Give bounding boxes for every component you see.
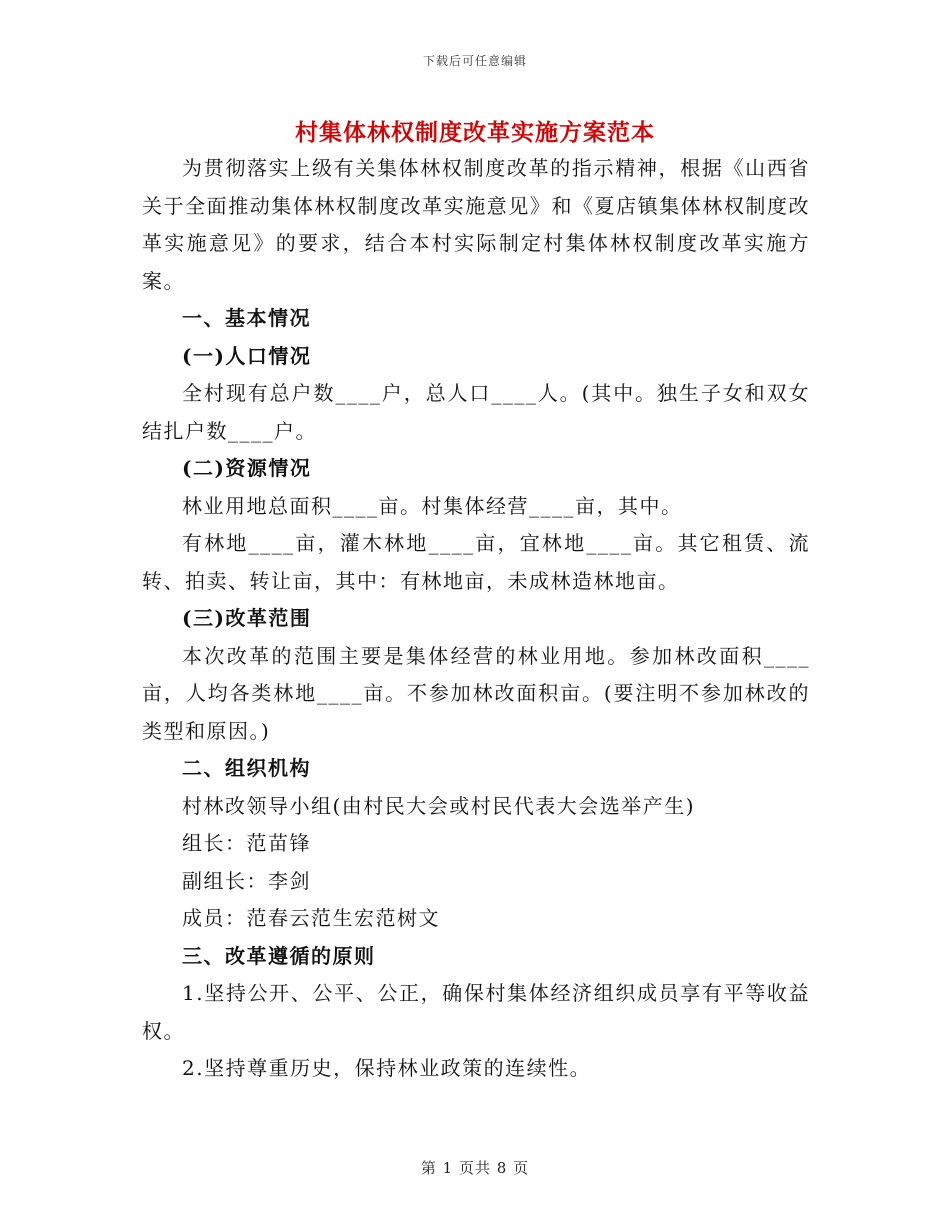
subheading-resources: (二)资源情况	[182, 456, 312, 480]
paragraph-members: 成员：范春云范生宏范树文	[182, 906, 440, 930]
paragraph-reform-scope: 本次改革的范围主要是集体经营的林业用地。参加林改面积____亩，人均各类林地____亩。不参加林改面积亩。(要注明不参加林改的类型和原因。)	[142, 643, 810, 743]
section-heading-organization: 二、组织机构	[182, 756, 311, 780]
subheading-reform-scope: (三)改革范围	[182, 606, 312, 630]
document-title: 村集体林权制度改革实施方案范本	[295, 119, 655, 146]
paragraph-group-leader: 组长：范苗锋	[182, 831, 311, 855]
section-heading-basic-situation: 一、基本情况	[182, 306, 311, 330]
paragraph-leadership-group: 村林改领导小组(由村民大会或村民代表大会选举产生)	[182, 793, 696, 818]
header-note: 下载后可任意编辑	[422, 54, 527, 68]
intro-paragraph: 为贯彻落实上级有关集体林权制度改革的指示精神，根据《山西省关于全面推动集体林权制度改革实施意见》和《夏店镇集体林权制度改革实施意见》的要求，结合本村实际制定村集体林权制度改革实施方案。	[142, 156, 810, 293]
paragraph-deputy-leader: 副组长：李剑	[182, 868, 311, 893]
page-footer: 第 1 页共 8 页	[420, 1159, 530, 1177]
section-heading-principles: 三、改革遵循的原则	[182, 943, 376, 968]
paragraph-principle-1: 1.坚持公开、公平、公正，确保村集体经济组织成员享有平等收益权。	[142, 981, 810, 1043]
document-body	[142, 150, 810, 1088]
paragraph-principle-2: 2.坚持尊重历史，保持林业政策的连续性。	[182, 1056, 592, 1080]
paragraph-forest-types: 有林地____亩，灌木林地____亩，宜林地____亩。其它租赁、流转、拍卖、转让亩，其中：有林地亩，未成林造林地亩。	[142, 531, 810, 593]
paragraph-forest-area: 林业用地总面积____亩。村集体经营____亩，其中。	[182, 493, 683, 518]
subheading-population: (一)人口情况	[182, 343, 312, 368]
paragraph-population: 全村现有总户数____户，总人口____人。(其中。独生子女和双女结扎户数____户。	[142, 381, 810, 443]
